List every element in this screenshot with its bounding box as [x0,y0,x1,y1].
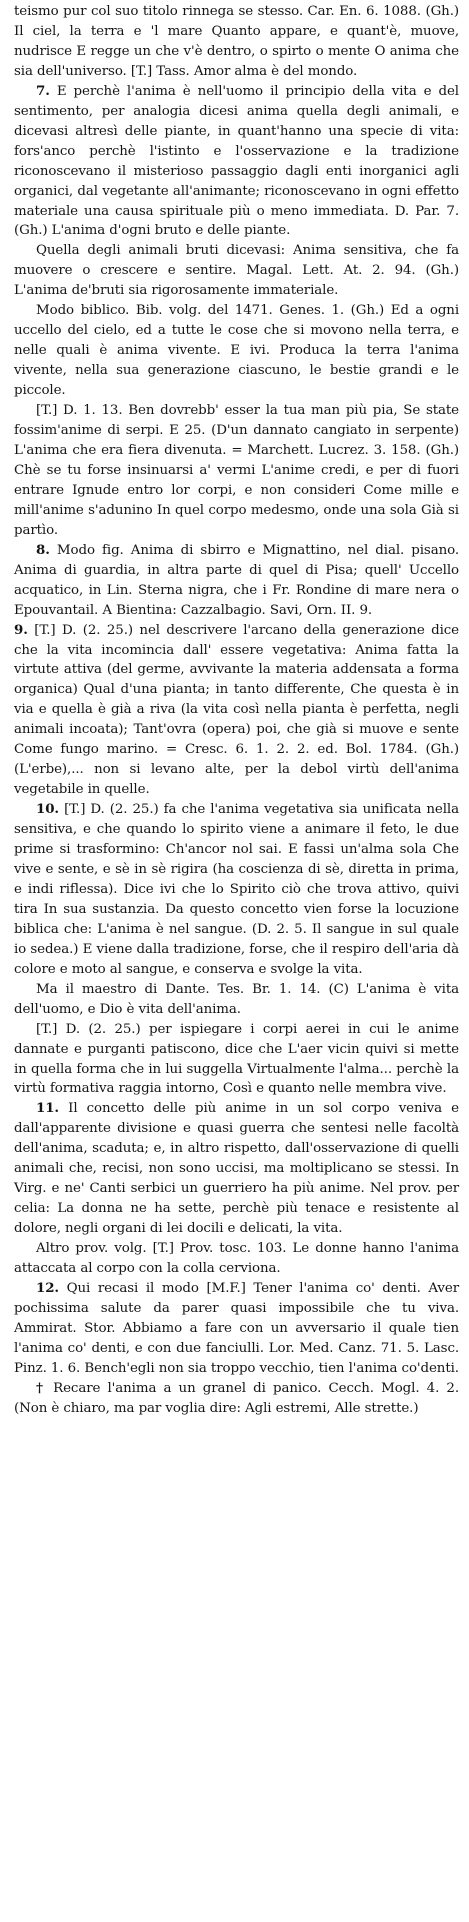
section-number: † [36,1379,46,1396]
entry-paragraph [14,241,459,301]
section-number: 9. [14,621,28,638]
entry-text: teismo pur col suo titolo rinnega se stesso. Car. En. 6. 1088. (Gh.) Il ciel, la terra e 'l mare Quanto appare, e quant'è, muove, nudrisce E regge un che v'è dentro, o spirto o mente O anima che sia dell'universo. [T.] Tass. Amor alma è del mondo. [14,4,459,79]
entry-paragraph [14,401,459,541]
entry-text: Qui recasi il modo [M.F.] Tener l'anima co' denti. Aver pochissima salute da parer quasi impossibile che tu viva. Ammirat. Stor. Abbiamo a fare con un avversario il quale tien l'anima co' denti, e con due fanciulli. Lor. Med. Canz. 71. 5. Lasc. Pinz. 1. 6. Bench'egli non sia troppo vecchio, tien l'anima co'denti. [14,1281,459,1376]
section-number: 8. [36,541,50,558]
entry-text: Quella degli animali bruti dicevasi: Anima sensitiva, che fa muovere o crescere e sentire. Magal. Lett. At. 2. 94. (Gh.) L'anima de'bruti sia rigorosamente immateriale. [14,243,459,299]
entry-text: Recare l'anima a un granel di panico. Cecch. Mogl. 4. 2. (Non è chiaro, ma par voglia dire: Agli estremi, Alle strette.) [14,1380,459,1416]
entry-paragraph [14,1099,459,1239]
entry-paragraph [14,1020,459,1100]
entry-paragraph [14,1279,459,1379]
section-number: 7. [36,82,50,99]
entry-text: [T.] D. (2. 25.) nel descrivere l'arcano della generazione dice che la vita incomincia dall' essere vegetativa: Anima fatta la virtute attiva (del germe, avvivante la materia addensata a forma organica) Qual d'una pianta; in tanto differente, Che questa è in via e quella è già a riva (la vita così nella pianta è perfetta, negli animali incoata); Tant'ovra (opera) poi, che già si muove e sente Come fungo marino. = Cresc. 6. 1. 2. 2. ed. Bol. 1784. (Gh.) (L'erbe),... non si levano alte, per la debol virtù dell'anima vegetabile in quelle. [14,622,459,798]
entry-paragraph [14,301,459,401]
section-number: 10. [36,801,59,818]
entry-text: E perchè l'anima è nell'uomo il principio della vita e del sentimento, per analogia dicesi anima quella degli animali, e dicevasi altresì delle piante, in quant'hanno una specie di vita: fors'anco perchè l'istinto e l'osservazione e la tradizione riconoscevano il misterioso passaggio dagli enti inorganici agli organici, dal vegetante all'animante; riconoscevano in ogni effetto materiale una causa spirituale più o meno immediata. D. Par. 7. (Gh.) L'anima d'ogni bruto e delle piante. [14,83,459,239]
entry-paragraph [14,800,459,980]
entry-paragraph [14,980,459,1020]
entry-text: [T.] D. 1. 13. Ben dovrebb' esser la tua man più pia, Se state fossim'anime di serpi. E 25. (D'un dannato cangiato in serpente) L'anima che era fiera divenuta. = Marchett. Lucrez. 3. 158. (Gh.) Chè se tu forse insinuarsi a' vermi L'anime credi, e per di fuori entrare Ignude entro lor corpi, e non consideri Come mille e mill'anime s'adunino In quel corpo medesmo, onde una sola Già si partìo. [14,403,459,538]
entry-paragraph [14,1379,459,1419]
entry-paragraph [14,621,459,801]
entry-text: Modo biblico. Bib. volg. del 1471. Genes. 1. (Gh.) Ed a ogni uccello del cielo, ed a tutte le cose che si movono nella terra, e nelle quali è anima vivente. E ivi. Produca la terra l'anima vivente, nella sua generazione ciascuno, le bestie grandi e le piccole. [14,303,459,399]
entry-paragraph [14,541,459,621]
entry-paragraph [14,2,459,82]
section-number: 11. [36,1100,59,1117]
entry-paragraph [14,82,459,242]
section-number: 12. [36,1280,59,1296]
entry-text: Ma il maestro di Dante. Tes. Br. 1. 14. (C) L'anima è vita dell'uomo, e Dio è vita dell'anima. [14,981,459,1017]
entry-paragraph [14,1239,459,1279]
entry-text: [T.] D. (2. 25.) per ispiegare i corpi aerei in cui le anime dannate e purganti patiscono, dice che L'aer vicin quivi si mette in quella forma che in lui suggella Virtualmente l'alma... perchè la virtù formativa raggia intorno, Così e quanto nelle membra vive. [14,1021,459,1097]
entry-text: [T.] D. (2. 25.) fa che l'anima vegetativa sia unificata nella sensitiva, e che quando lo spirito viene a animare il feto, le due prime si trasformino: Ch'ancor nol sai. E fassi un'alma sola Che vive e sente, e sè in sè rigira (ha coscienza di sè, diretta in prima, e indi riflessa). Dice ivi che lo Spirito ciò che trova attivo, quivi tira In sua sustanzia. Da questo concetto vien forse la locuzione biblica che: L'anima è nel sangue. (D. 2. 5. Il sangue in sul quale io sedea.) E viene dalla tradizione, forse, che il respiro dell'aria dà colore e moto al sangue, e conserva e svolge la vita. [14,802,459,977]
entry-text: Modo fig. Anima di sbirro e Mignattino, nel dial. pisano. Anima di guardia, in altra parte di quel di Pisa; quell' Uccello acquatico, in Lin. Sterna nigra, che i Fr. Rondine di mare nera o Epouvantail. A Bientina: Cazzalbagio. Savi, Orn. II. 9. [14,542,459,618]
entry-text: Il concetto delle più anime in un sol corpo veniva e dall'apparente divisione e quasi guerra che sentesi nelle facoltà dell'anima, scaduta; e, in altro rispetto, dall'osservazione di quelli animali che, recisi, non sono uccisi, ma moltiplicano se stessi. In Virg. e ne' Canti serbici un guerriero ha più anime. Nel prov. per celia: La donna ne ha sette, perchè più tenace e resistente al dolore, negli organi di lei docili e delicati, la vita. [14,1101,459,1237]
entry-text: Altro prov. volg. [T.] Prov. tosc. 103. Le donne hanno l'anima attaccata al corpo con la colla cerviona. [14,1241,459,1277]
